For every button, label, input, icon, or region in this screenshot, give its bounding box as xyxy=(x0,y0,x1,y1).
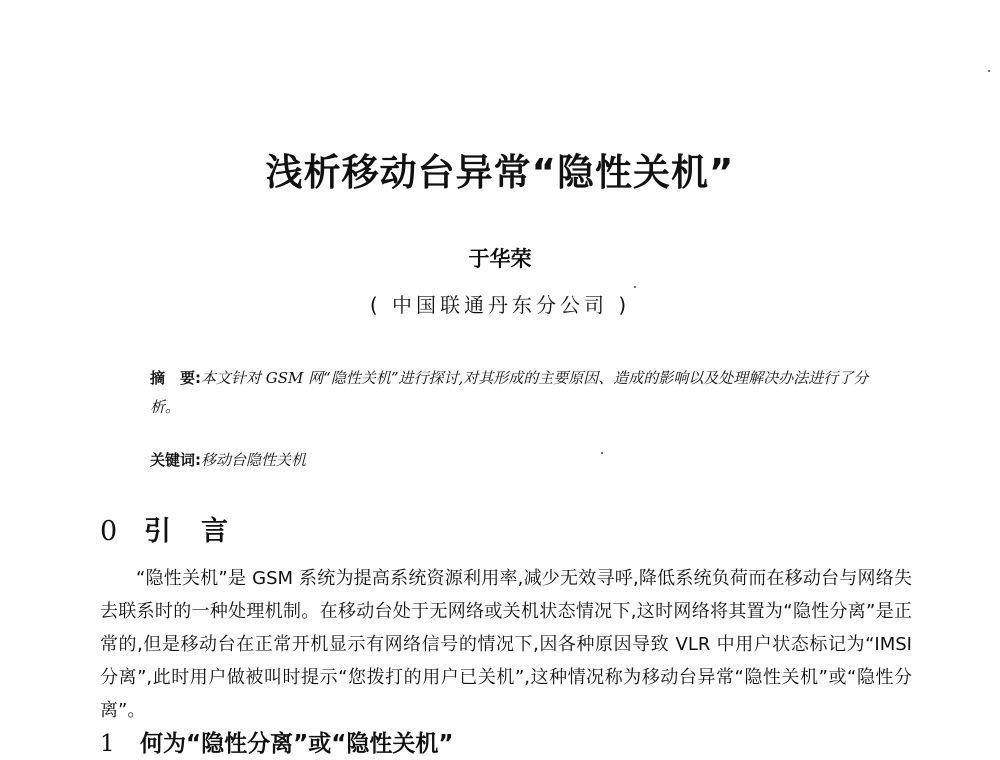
abstract xyxy=(150,364,890,422)
scan-speck xyxy=(634,286,636,288)
abstract-label: 摘 要: xyxy=(150,369,201,387)
keywords-label: 关键词: xyxy=(150,451,201,469)
article-title: 浅析移动台异常“隐性关机” xyxy=(265,151,735,194)
author-name: 于华荣 xyxy=(468,247,532,271)
author-affiliation: ( 中国联通丹东分公司 ) xyxy=(369,293,631,317)
abstract-text: 本文针对 GSM 网“隐性关机”进行探讨,对其形成的主要原因、造成的影响以及处理解决办法进行了分析。 xyxy=(150,369,869,416)
scan-speck xyxy=(988,70,990,72)
scan-speck xyxy=(601,452,603,454)
section-heading-introduction xyxy=(100,512,258,552)
keywords-text: 移动台隐性关机 xyxy=(201,451,307,469)
section-number: 0 xyxy=(100,516,118,547)
introduction-paragraph: “隐性关机”是 GSM 系统为提高系统资源利用率,减少无效寻呼,降低系统负荷而在移动台与网络失去联系时的一种处理机制。在移动台处于无网络或关机状态情况下,这时网络将其置为“隐性分离”是正常的,但是移动台在正常开机显示有网络信号的情况下,因各种原因导致 VLR 中用户状态标记为“IMSI 分离”,此时用户做被叫时提示“您拨打的用户已关机”,这种情况称为移动台异常“隐性关机”或“隐性分离”。 xyxy=(100,568,912,721)
keywords xyxy=(150,446,890,475)
section-heading-definition xyxy=(100,728,453,760)
section-number: 1 xyxy=(100,731,115,757)
section-title: 何为“隐性分离”或“隐性关机” xyxy=(140,731,454,757)
section-title: 引言 xyxy=(144,516,258,547)
